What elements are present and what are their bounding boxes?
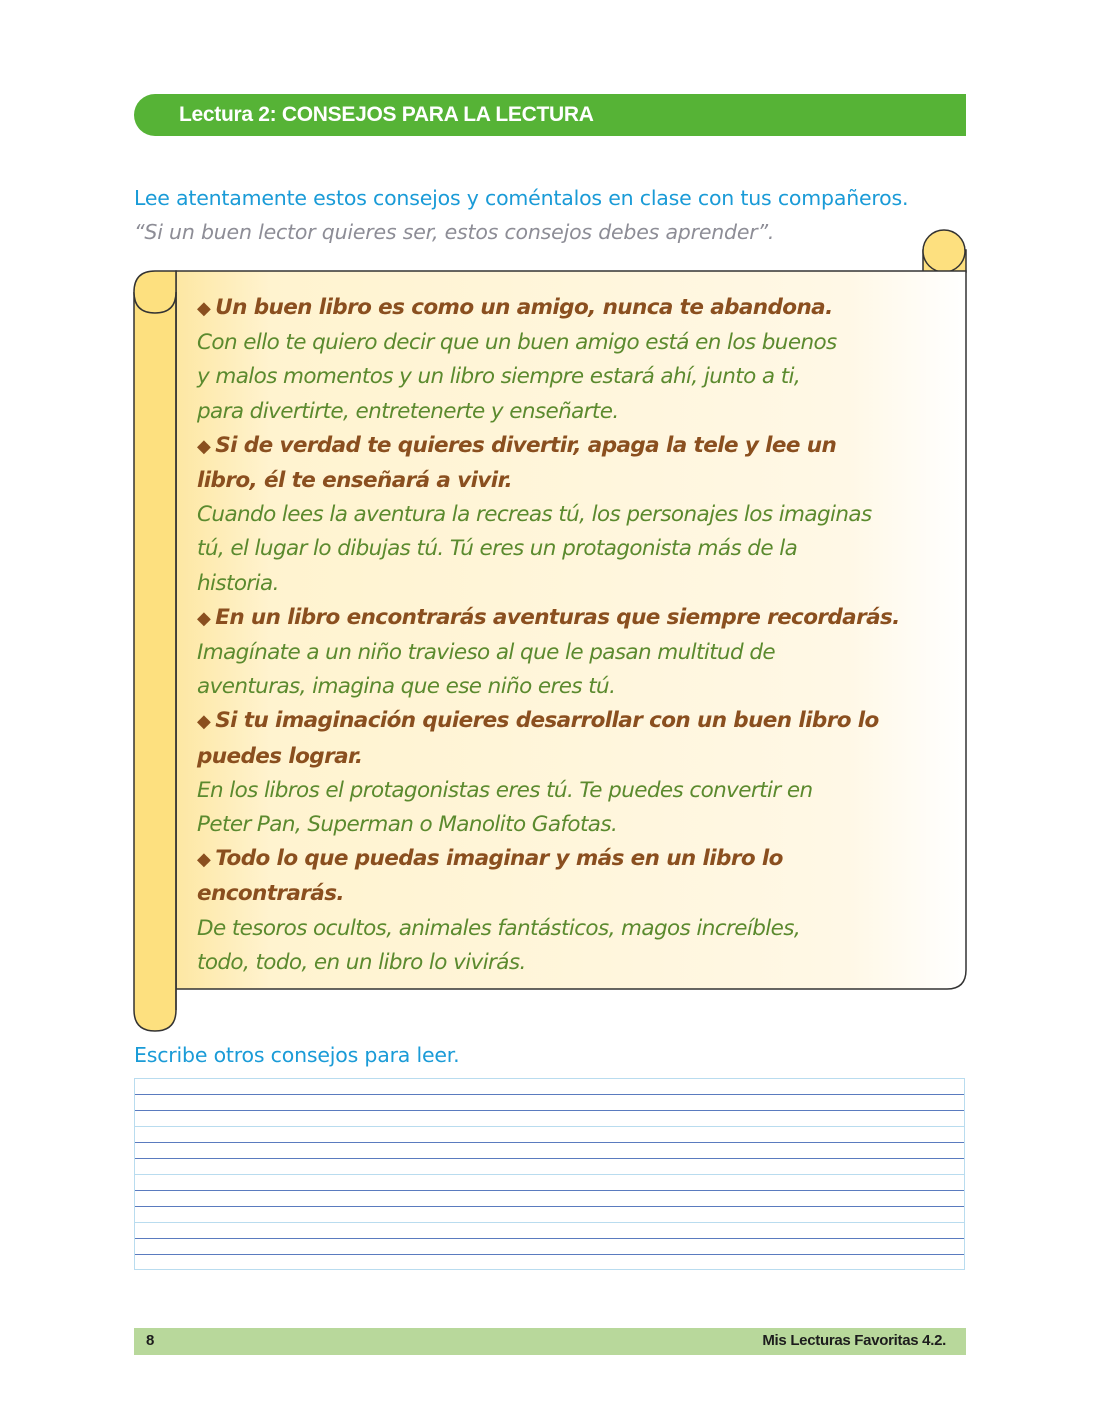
advice-tip-text: libro, él te enseñará a vivir. bbox=[197, 468, 513, 494]
advice-tip-line bbox=[197, 704, 957, 739]
advice-explanation-line: Peter Pan, Superman o Manolito Gafotas. bbox=[197, 812, 618, 838]
diamond-bullet-icon: ◆ bbox=[197, 435, 211, 457]
advice-tip-text: Si tu imaginación quieres desarrollar con un buen libro lo bbox=[215, 708, 879, 734]
writing-line bbox=[135, 1094, 964, 1095]
writing-guide-line bbox=[135, 1126, 964, 1127]
advice-explanation-line: y malos momentos y un libro siempre estará ahí, junto a ti, bbox=[197, 364, 801, 390]
writing-line bbox=[135, 1110, 964, 1111]
diamond-bullet-icon: ◆ bbox=[197, 607, 211, 629]
advice-tip-text: puedes lograr. bbox=[197, 743, 363, 769]
writing-line bbox=[135, 1190, 964, 1191]
advice-explanation-line: todo, todo, en un libro lo vivirás. bbox=[197, 949, 526, 975]
advice-tip-line bbox=[197, 740, 957, 774]
writing-guide-line bbox=[135, 1174, 964, 1175]
advice-tip-text: Un buen libro es como un amigo, nunca te abandona. bbox=[215, 295, 833, 320]
advice-tip-line bbox=[197, 842, 957, 877]
advice-tip-text: En un libro encontrarás aventuras que siempre recordarás. bbox=[215, 604, 900, 630]
writing-line bbox=[135, 1238, 964, 1239]
advice-explanation-line: De tesoros ocultos, animales fantásticos, magos increíbles, bbox=[197, 915, 801, 941]
advice-tip-line bbox=[197, 291, 957, 326]
writing-line bbox=[135, 1158, 964, 1159]
advice-tip-text: encontrarás. bbox=[197, 881, 344, 907]
advice-explanation-line: En los libros el protagonistas eres tú. Te puedes convertir en bbox=[197, 777, 813, 803]
page-footer bbox=[134, 1328, 966, 1355]
writing-area[interactable] bbox=[134, 1078, 965, 1270]
writing-prompt: Escribe otros consejos para leer. bbox=[134, 1043, 460, 1067]
advice-explanation-line: Con ello te quiero decir que un buen amigo está en los buenos bbox=[197, 330, 837, 356]
motto-quote: “Si un buen lector quieres ser, estos consejos debes aprender”. bbox=[134, 220, 775, 244]
advice-explanation-line: Imagínate a un niño travieso al que le pasan multitud de bbox=[197, 640, 776, 666]
advice-explanation-line: tú, el lugar lo dibujas tú. Tú eres un protagonista más de la bbox=[197, 536, 798, 562]
advice-explanation-line: Cuando lees la aventura la recreas tú, los personajes los imaginas bbox=[197, 502, 872, 528]
diamond-bullet-icon: ◆ bbox=[197, 849, 211, 871]
writing-line bbox=[135, 1254, 964, 1255]
advice-tip-text: Todo lo que puedas imaginar y más en un libro lo bbox=[215, 846, 783, 872]
writing-line bbox=[135, 1142, 964, 1143]
writing-guide-line bbox=[135, 1222, 964, 1223]
diamond-bullet-icon: ◆ bbox=[197, 298, 211, 319]
advice-tip-line bbox=[197, 877, 957, 911]
advice-tip-text: Si de verdad te quieres divertir, apaga la tele y lee un bbox=[215, 432, 837, 458]
advice-tip-line bbox=[197, 429, 957, 464]
scroll-left-roll bbox=[134, 271, 176, 1031]
advice-tip-line bbox=[197, 464, 957, 498]
book-title: Mis Lecturas Favoritas 4.2. bbox=[762, 1332, 946, 1349]
instruction-text: Lee atentamente estos consejos y coméntalos en clase con tus compañeros. bbox=[134, 186, 909, 210]
writing-line bbox=[135, 1206, 964, 1207]
advice-explanation-line: historia. bbox=[197, 570, 279, 596]
diamond-bullet-icon: ◆ bbox=[197, 711, 211, 733]
advice-tip-line bbox=[197, 601, 957, 636]
scroll-top-curl bbox=[923, 230, 966, 272]
advice-list bbox=[197, 291, 957, 980]
page-number: 8 bbox=[146, 1332, 155, 1349]
advice-explanation-line: para divertirte, entretenerte y enseñarte. bbox=[197, 398, 619, 424]
section-title: Lectura 2: CONSEJOS PARA LA LECTURA bbox=[179, 103, 594, 126]
advice-explanation-line: aventuras, imagina que ese niño eres tú. bbox=[197, 674, 616, 700]
